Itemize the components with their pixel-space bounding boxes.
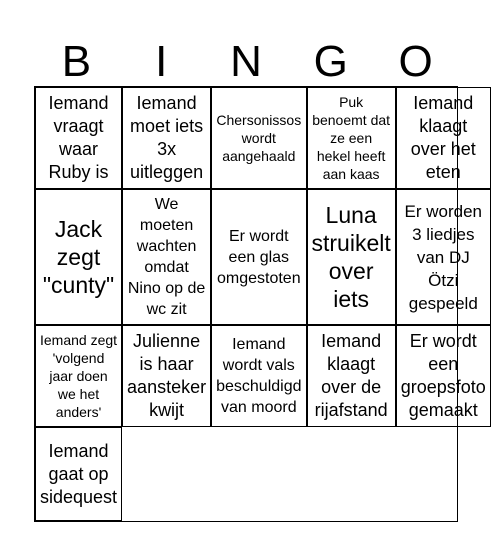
bingo-cell-text: Iemand klaagt over de rijafstand [314, 331, 388, 420]
bingo-cell-text: Iemand vraagt waar Ruby is [48, 93, 109, 182]
bingo-grid [34, 86, 486, 522]
header-letter-b: B [61, 37, 92, 86]
header-letter-i: I [155, 37, 168, 86]
bingo-cell[interactable] [122, 87, 211, 189]
bingo-cell[interactable] [307, 325, 396, 427]
bingo-cell[interactable] [396, 325, 491, 427]
bingo-cell-text: Julienne is haar aansteker kwijt [127, 331, 207, 420]
header-letter-g: G [313, 37, 348, 86]
bingo-cell[interactable] [35, 427, 122, 521]
bingo-cell-text: Iemand wordt vals beschuldigd van moord [216, 336, 302, 416]
bingo-cell[interactable] [122, 189, 211, 325]
bingo-cell[interactable] [35, 325, 122, 427]
bingo-cell-text: Iemand gaat op sidequest [40, 440, 118, 507]
bingo-cell-text: Iemand moet iets 3x uitleggen [130, 93, 204, 182]
bingo-cell[interactable] [211, 87, 306, 189]
bingo-cell-text: Er worden 3 liedjes van DJ Ötzi gespeeld [404, 201, 483, 313]
bingo-cell-text: Er wordt een glas omgestoten [216, 227, 301, 287]
bingo-cell[interactable] [122, 325, 211, 427]
bingo-cell[interactable] [35, 189, 122, 325]
bingo-cell-text: Puk benoemt dat ze een hekel heeft aan kaas [312, 94, 391, 182]
bingo-cell[interactable] [35, 87, 122, 189]
bingo-cell[interactable] [211, 189, 306, 325]
bingo-cell-text: Er wordt een groepsfoto gemaakt [400, 331, 486, 420]
bingo-cell[interactable] [396, 189, 491, 325]
header-letter-o: O [398, 37, 433, 86]
bingo-cell[interactable] [307, 87, 396, 189]
bingo-cell[interactable] [307, 189, 396, 325]
header-letter-n: N [230, 37, 262, 86]
bingo-cell-text: Iemand zegt 'volgend jaar doen we het anders' [40, 332, 118, 420]
bingo-cell-text: Jack zegt "cunty" [42, 216, 115, 298]
bingo-cell[interactable] [211, 325, 306, 427]
bingo-cell[interactable] [396, 87, 491, 189]
bingo-cell-text: We moeten wachten omdat Nino op de wc zit [127, 196, 206, 318]
bingo-cell-text: Luna struikelt over iets [311, 202, 391, 312]
bingo-cell-text: Chersonissos wordt aangehaald [216, 112, 302, 164]
bingo-cell-text: Iemand klaagt over het eten [410, 93, 476, 182]
bingo-header [34, 38, 458, 86]
